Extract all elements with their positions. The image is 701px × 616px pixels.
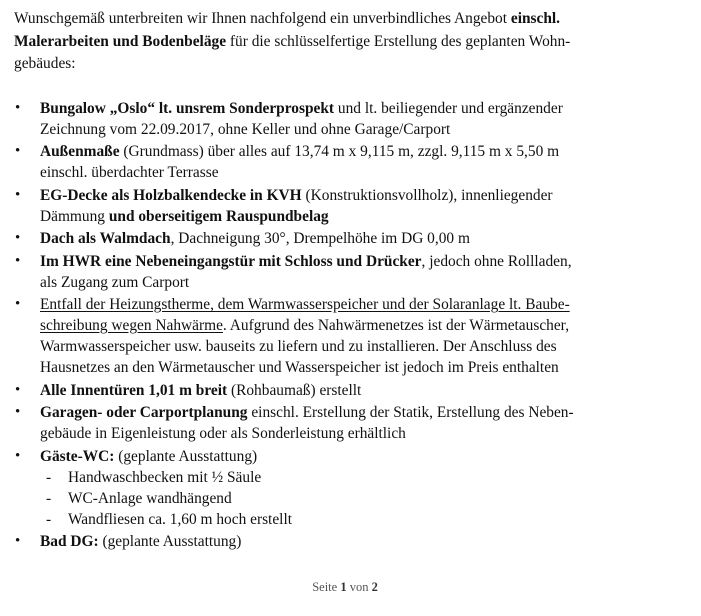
bullet-icon: •: [15, 252, 21, 269]
item-line: [40, 141, 686, 162]
item-bold: Garagen- oder Carportplanung: [40, 404, 248, 421]
intro-bold: einschl.: [510, 10, 561, 27]
intro-line-2: [14, 31, 686, 54]
sub-item-text: Handwaschbecken mit ½ Säule: [68, 468, 262, 486]
item-line: [40, 228, 686, 249]
item-line: Warmwasserspeicher usw. bauseits zu liefern und zu installieren. Der Anschluss des: [40, 338, 557, 355]
list-item-hwr: [14, 251, 686, 293]
dash-icon: -: [46, 468, 52, 486]
list-item-heizung: [14, 294, 686, 378]
bullet-icon: •: [15, 447, 21, 464]
intro-bold: Malerarbeiten und Bodenbeläge: [14, 32, 227, 50]
intro-line-3: gebäudes:: [14, 55, 76, 72]
list-item-bad-dg: [14, 531, 686, 552]
dash-icon: -: [46, 510, 52, 528]
bullet-icon: •: [15, 99, 21, 116]
item-bold: Bad DG:: [40, 533, 99, 550]
footer-prefix: Seite: [312, 580, 341, 594]
sub-list: [40, 467, 686, 530]
bullet-icon: •: [15, 533, 21, 549]
bullet-icon: •: [15, 186, 21, 203]
item-bold: Außenmaße: [40, 143, 120, 160]
item-text: (geplante Ausstattung): [98, 533, 242, 550]
bullet-icon: •: [15, 381, 21, 398]
bullet-icon: •: [15, 143, 21, 159]
footer-middle: von: [346, 580, 372, 594]
item-text: , jedoch ohne Rollladen,: [421, 252, 572, 270]
list-item-garage: [14, 402, 686, 444]
item-underlined: Entfall der Heizungstherme, dem Warmwasserspeicher und der Solaranlage lt. Baube-: [40, 296, 570, 313]
item-text: einschl. Erstellung der Statik, Erstellung des Neben-: [247, 404, 574, 421]
item-line: [40, 251, 686, 272]
item-line: Zeichnung vom 22.09.2017, ohne Keller und ohne Garage/Carport: [40, 120, 451, 138]
item-line: [40, 185, 686, 206]
sub-list-item: [46, 509, 686, 530]
item-line: als Zugang zum Carport: [40, 273, 190, 291]
intro-text: Wunschgemäß unterbreiten wir Ihnen nachfolgend ein unverbindliches Angebot: [14, 10, 511, 27]
item-line: [40, 294, 686, 315]
item-bold: Im HWR eine Nebeneingangstür mit Schloss und Drücker: [40, 252, 422, 270]
item-line: [40, 446, 686, 467]
item-bold: Alle Innentüren 1,01 m breit: [40, 381, 228, 399]
list-item-aussenmasse: [14, 141, 686, 183]
item-text: Dämmung: [40, 207, 109, 225]
item-line: [40, 206, 686, 227]
offer-bullet-list: [14, 98, 686, 553]
sub-item-text: Wandfliesen ca. 1,60 m hoch erstellt: [68, 510, 292, 528]
item-bold: Dach als Walmdach: [40, 230, 171, 247]
item-line: [40, 315, 686, 336]
item-line: Hausnetzes an den Wärmetauscher und Wasserspeicher ist jedoch im Preis enthalten: [40, 359, 559, 376]
item-bold: und oberseitigem Rauspundbelag: [108, 207, 329, 225]
sub-list-item: [46, 488, 686, 509]
item-line: [40, 402, 686, 423]
item-bold: Bungalow „Oslo“ lt. unsrem Sonderprospekt: [40, 99, 335, 117]
list-item-bungalow: [14, 98, 686, 140]
item-text: (geplante Ausstattung): [114, 447, 258, 465]
bullet-icon: •: [15, 296, 21, 312]
sub-item-text: WC-Anlage wandhängend: [68, 489, 232, 507]
item-text: . Aufgrund des Nahwärmenetzes ist der Wärmetauscher,: [222, 317, 570, 334]
list-item-innentueren: [14, 380, 686, 401]
bullet-icon: •: [15, 230, 21, 246]
intro-line-1: [14, 8, 686, 31]
item-text: (Grundmass) über alles auf 13,74 m x 9,115 m, zzgl. 9,115 m x 5,50 m: [119, 143, 560, 160]
item-text: (Rohbaumaß) erstellt: [227, 381, 362, 399]
item-line: gebäude in Eigenleistung oder als Sonderleistung erhältlich: [40, 425, 406, 442]
item-bold: EG-Decke als Holzbalkendecke in KVH: [40, 186, 302, 204]
current-page-number: 1: [340, 580, 347, 594]
dash-icon: -: [46, 489, 52, 507]
list-item-decke: [14, 185, 686, 227]
intro-paragraph: [14, 8, 686, 76]
sub-list-item: [46, 467, 686, 488]
item-text: , Dachneigung 30°, Drempelhöhe im DG 0,00 m: [170, 230, 470, 247]
item-underlined: schreibung wegen Nahwärme: [40, 317, 223, 334]
item-bold: Gäste-WC:: [40, 447, 115, 465]
item-line: [40, 380, 686, 401]
document-page: [14, 8, 686, 554]
bullet-icon: •: [15, 404, 21, 420]
item-line: [40, 98, 686, 119]
item-line: [40, 531, 686, 552]
page-footer: [0, 580, 690, 595]
list-item-gaeste-wc: [14, 446, 686, 530]
intro-text: für die schlüsselfertige Erstellung des geplanten Wohn-: [226, 32, 571, 50]
item-text: und lt. beiliegender und ergänzender: [334, 99, 563, 117]
list-item-dach: [14, 228, 686, 249]
item-line: einschl. überdachter Terrasse: [40, 164, 219, 181]
item-text: (Konstruktionsvollholz), innenliegender: [301, 186, 553, 204]
total-page-number: 2: [371, 580, 378, 594]
